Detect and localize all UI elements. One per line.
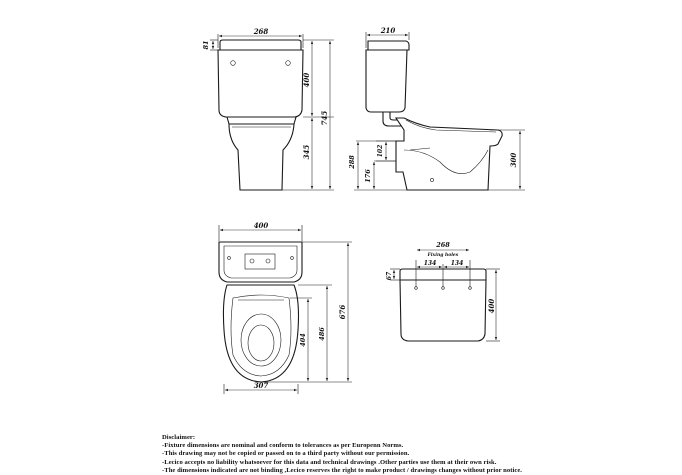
dim-plan-pan-width: 307 <box>253 381 269 390</box>
dim-front-cistern-height: 400 <box>302 72 311 88</box>
dim-rear-fixing-span: 268 <box>436 241 450 249</box>
dim-rear-cistern-height: 400 <box>487 298 496 314</box>
disclaimer-line: -Lecico accepts no liability whatsoever for this data and technical drawings .Other parties use them at their own risk. <box>162 458 497 466</box>
dim-plan-seat-length: 404 <box>299 333 307 347</box>
disclaimer-block <box>162 434 677 475</box>
dim-plan-cistern-width: 400 <box>253 221 269 230</box>
rear-cistern-view <box>386 241 500 341</box>
dim-side-outlet-diameter: 102 <box>377 144 384 158</box>
disclaimer-line: -This drawing may not be copied or passed on to a third party without our permission. <box>162 450 410 458</box>
dim-side-inlet-height: 176 <box>364 169 372 183</box>
disclaimer-line: -Fixture dimensions are nominal and conform to tolerances as per Europenn Norms. <box>162 442 404 450</box>
dim-front-lid-height: 81 <box>202 40 210 50</box>
plan-view <box>219 221 352 394</box>
dim-rear-lid-height: 67 <box>386 271 393 281</box>
dim-front-width-top: 268 <box>253 27 269 36</box>
side-elevation-view <box>348 26 525 190</box>
dim-front-pan-height: 345 <box>302 144 311 160</box>
dim-side-cistern-depth: 210 <box>380 26 396 35</box>
label-fixing-holes: Fixing holes <box>427 253 459 258</box>
dim-plan-pan-length: 486 <box>318 327 326 341</box>
dim-side-outlet-height: 288 <box>348 155 356 169</box>
disclaimer-title: Disclaimer: <box>162 434 196 441</box>
disclaimer-line: -The dimensions indicated are not binding ,Lecico reserves the right to make product / drawings changes without prior notice. <box>162 466 522 474</box>
dim-front-overall-height: 745 <box>320 110 329 126</box>
dim-rear-fixing-right: 134 <box>450 260 464 267</box>
dim-side-pan-height: 300 <box>509 152 518 168</box>
dim-rear-fixing-left: 134 <box>423 260 437 267</box>
front-elevation-view <box>202 27 334 190</box>
dim-plan-overall-length: 676 <box>338 304 347 320</box>
